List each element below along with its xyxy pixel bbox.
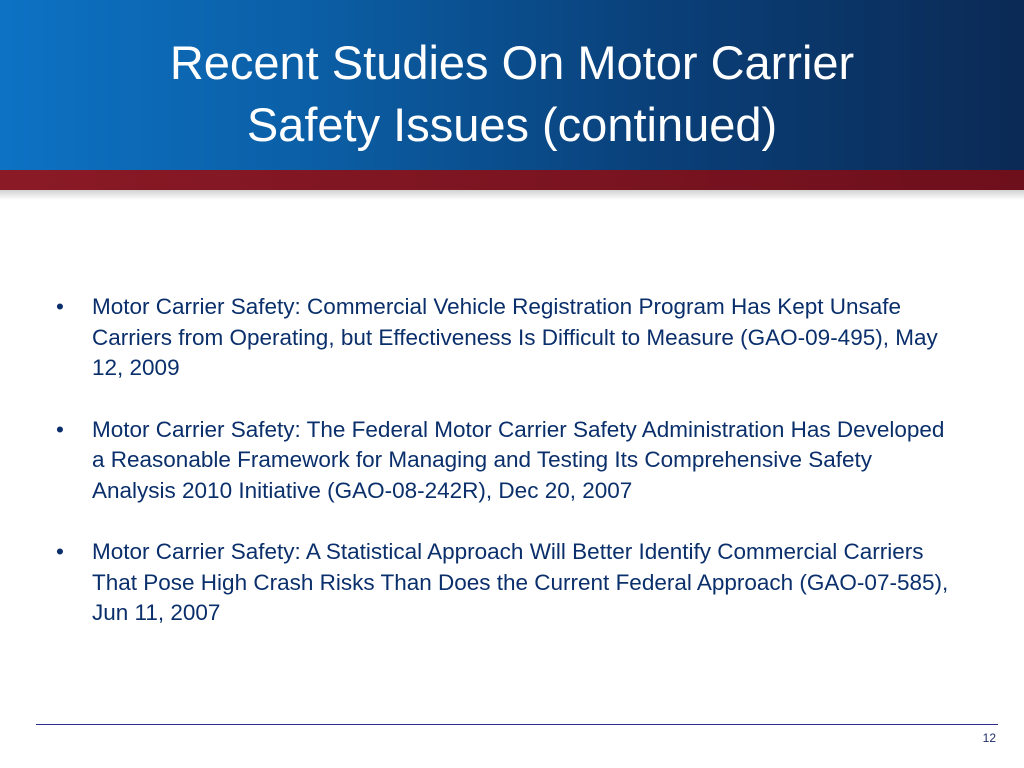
bullet-list <box>50 292 960 660</box>
bullet-item <box>50 292 960 384</box>
title-accent-shadow <box>0 190 1024 200</box>
bullet-text: Motor Carrier Safety: The Federal Motor Carrier Safety Administration Has Developed a Reasonable Framework for Managing and Testing Its Comprehensive Safety Analysis 2010 Initiative (GAO-08-242R), Dec 20, 2007 <box>92 416 945 503</box>
bullet-item <box>50 537 960 629</box>
bullet-item <box>50 415 960 507</box>
slide-title-line-2: Safety Issues (continued) <box>246 98 778 151</box>
bullet-marker: • <box>56 416 64 442</box>
bullet-marker: • <box>56 539 64 564</box>
slide-title <box>40 32 984 156</box>
slide-title-line-1: Recent Studies On Motor Carrier <box>169 36 855 89</box>
bullet-text: Motor Carrier Safety: Commercial Vehicle Registration Program Has Kept Unsafe Carriers from Operating, but Effectiveness Is Difficult to Measure (GAO-09-495), May 12, 2009 <box>92 294 938 380</box>
title-accent-bar <box>0 170 1024 190</box>
bullet-text: Motor Carrier Safety: A Statistical Approach Will Better Identify Commercial Carriers That Pose High Crash Risks Than Does the Current Federal Approach (GAO-07-585), Jun 11, 2007 <box>92 539 949 625</box>
bullet-marker: • <box>56 294 64 319</box>
footer-divider <box>36 724 998 725</box>
page-number: 12 <box>982 731 996 745</box>
